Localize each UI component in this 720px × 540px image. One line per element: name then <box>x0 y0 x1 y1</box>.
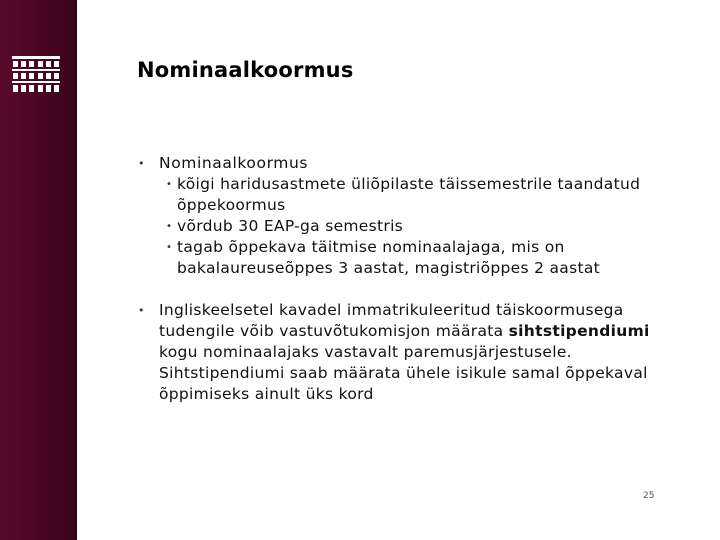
sub-bullet-text: tagab õppekava täitmise nominaalajaga, mis on bakalaureuseõppes 3 aastat, magistriõppes 2 aastat <box>177 238 601 277</box>
slide-title: Nominaalkoormus <box>137 58 354 82</box>
sub-bullet-text: võrdub 30 EAP-ga semestris <box>177 217 404 235</box>
university-logo-icon <box>12 56 60 92</box>
bullet-heading: Nominaalkoormus <box>159 154 309 172</box>
bullet-icon: • <box>166 242 173 253</box>
bullet-icon: • <box>166 221 173 232</box>
sub-bullet-text: kõigi haridusastmete üliõpilaste täissemestrile taandatud õppekoormus <box>177 175 641 214</box>
slide-content <box>136 153 676 405</box>
sub-bullet <box>159 237 676 279</box>
sidebar-divider <box>75 0 77 540</box>
bullet-ingliskeelsed-kavad <box>136 300 676 405</box>
bullet-text-bold: sihtstipendiumi <box>508 322 650 340</box>
bullet-icon: • <box>138 304 145 317</box>
sub-bullet <box>159 216 676 237</box>
spacer <box>136 279 676 300</box>
sub-bullet <box>159 174 676 216</box>
page-number: 25 <box>643 491 655 501</box>
bullet-icon: • <box>166 179 173 190</box>
bullet-text-before: Ingliskeelsetel kavadel immatrikuleeritud täiskoormusega tudengile võib vastuvõtukomisjon määrata <box>159 301 624 340</box>
bullet-nominaalkoormus <box>136 153 676 174</box>
bullet-text-after: kogu nominaalajaks vastavalt paremusjärjestusele. Sihtstipendiumi saab määrata ühele isikule samal õppekaval õppimiseks ainult üks kord <box>159 343 648 403</box>
bullet-icon: • <box>138 157 145 170</box>
